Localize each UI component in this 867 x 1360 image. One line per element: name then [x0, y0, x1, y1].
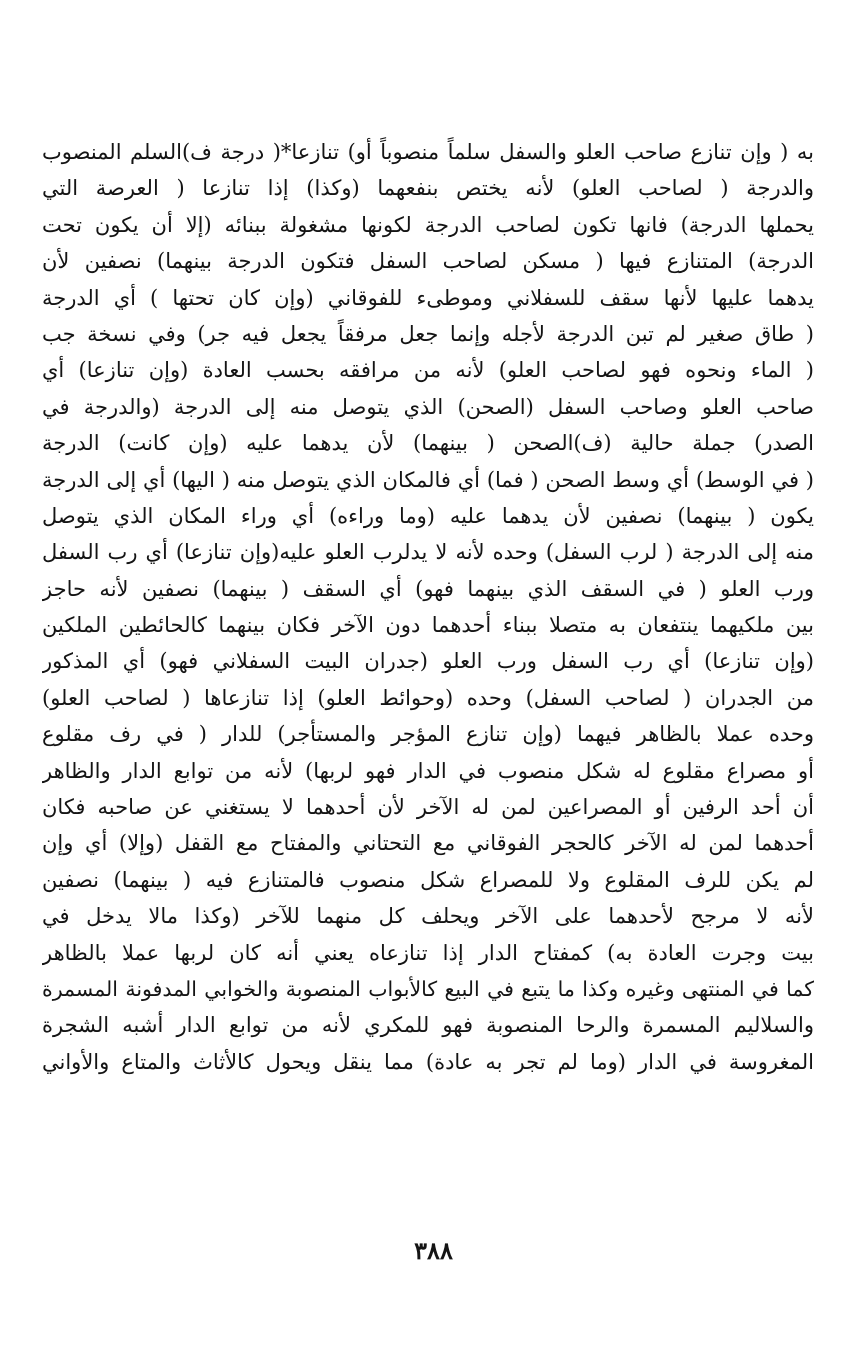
text-line-25: والسلاليم المسمرة والرحا المنصوبة فهو للمكري لأنه من توابع الدار أشبه الشجرة [42, 1013, 814, 1038]
text-line-13: ورب العلو ( في السقف الذي بينهما فهو) أي السقف ( بينهما) نصفين لأنه حاجز [42, 576, 814, 601]
text-line-16: من الجدران ( لصاحب السفل) وحده (وحوائط العلو) إذا تنازعاها ( لصاحب العلو) [42, 685, 814, 710]
text-line-19: أن أحد الرفين أو المصراعين لمن له الآخر لأن أحدهما لا يستغني عن صاحبه فكان [42, 795, 814, 820]
text-line-14: بين ملكيهما ينتفعان به متصلا ببناء أحدهما دون الآخر فكان بينهما كالحائطين الملكين [42, 613, 814, 638]
text-line-21: لم يكن للرف المقلوع ولا للمصراع شكل منصوب فالمتنازع فيه ( بينهما) نصفين [42, 867, 814, 892]
text-line-17: وحده عملا بالظاهر فيهما (وإن تنازع المؤجر والمستأجر) للدار ( في رف مقلوع [42, 722, 814, 747]
text-line-18: أو مصراع مقلوع له شكل منصوب في الدار فهو لربها) لأنه من توابع الدار والظاهر [42, 758, 814, 783]
text-line-24: كما في المنتهى وغيره وكذا ما يتبع في البيع كالأبواب المنصوبة والخوابي المدفونة المسمرة [42, 976, 814, 1001]
text-line-8: صاحب العلو وصاحب السفل (الصحن) الذي يتوصل منه إلى الدرجة (والدرجة في [42, 394, 814, 419]
text-line-22: لأنه لا مرجح لأحدهما على الآخر ويحلف كل منهما للآخر (وكذا مالا يدخل في [42, 904, 814, 929]
text-line-26: المغروسة في الدار (وما لم تجر به عادة) مما ينقل ويحول كالأثاث والمتاع والأواني [42, 1049, 814, 1074]
text-line-3: يحملها الدرجة) فانها تكون لصاحب الدرجة لكونها مشغولة ببنائه (إلا أن يكون تحت [42, 212, 814, 237]
text-line-7: ( الماء ونحوه فهو لصاحب العلو) لأنه من مرافقه بحسب العادة (وإن تنازعا) أي [42, 358, 814, 383]
text-line-12: منه إلى الدرجة ( لرب السفل) وحده لأنه لا يدلرب العلو عليه(وإن تنازعا) أي رب السفل [42, 540, 814, 565]
text-line-1: به ( وإن تنازع صاحب العلو والسفل سلماً منصوباً أو) تنازعا*( درجة ف)السلم المنصوب [42, 140, 814, 164]
text-line-5: يدهما عليها لأنها سقف للسفلاني وموطىء للفوقاني (وإن كان تحتها ) أي الدرجة [42, 285, 814, 310]
text-line-15: (وإن تنازعا) أي رب السفل ورب العلو (جدران البيت السفلاني فهو) أي المذكور [42, 649, 814, 674]
text-line-11: يكون ( بينهما) نصفين لأن يدهما عليه (وما وراءه) أي وراء المكان الذي يتوصل [42, 503, 814, 528]
page-number: ٣٨٨ [414, 1236, 453, 1265]
text-line-23: بيت وجرت العادة به) كمفتاح الدار إذا تنازعاه يعني أنه كان لربها عملا بالظاهر [42, 940, 814, 965]
text-line-10: ( في الوسط) أي وسط الصحن ( فما) أي فالمكان الذي يتوصل منه ( اليها) أي إلى الدرجة [42, 467, 814, 492]
text-line-6: ( طاق صغير لم تبن الدرجة لأجله وإنما جعل مرفقاً يجعل فيه جر) وفي نسخة جب [42, 321, 814, 346]
text-line-4: الدرجة) المتنازع فيها ( مسكن لصاحب السفل فتكون الدرجة بينهما) نصفين لأن [42, 249, 814, 274]
text-line-2: والدرجة ( لصاحب العلو) لأنه يختص بنفعهما (وكذا) إذا تنازعا ( العرصة التي [42, 176, 814, 201]
text-line-20: أحدهما لمن له الآخر كالحجر الفوقاني مع التحتاني والمفتاح مع القفل (وإلا) أي وإن [42, 831, 814, 856]
page-body-text [42, 134, 814, 1080]
text-line-9: الصدر) جملة حالية (ف)الصحن ( بينهما) لأن يدهما عليه (وإن كانت) الدرجة [42, 431, 814, 456]
